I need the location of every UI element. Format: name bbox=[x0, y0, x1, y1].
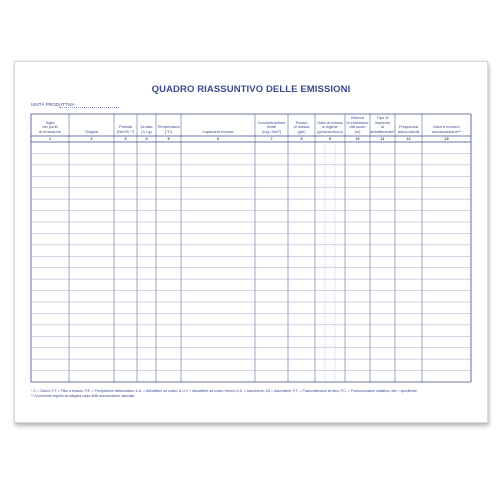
column-number: 11 bbox=[380, 137, 385, 141]
unit-label: UNITÀ PRODUTTIVA bbox=[31, 102, 75, 107]
column-header: Data di messa a regime (g/mese/anno) bbox=[317, 119, 343, 134]
column-header: Temperatura (°C) bbox=[157, 124, 180, 134]
column-header: Inquinanti emessi bbox=[202, 128, 234, 134]
column-header: Flusso di massa (g/h) bbox=[293, 119, 310, 134]
column-header: Portata (Nm³•h⁻¹) bbox=[116, 124, 135, 134]
column-header: Frequenza autocontrolli bbox=[397, 124, 420, 134]
footnote-abatement-types: * C = Cicloni; F.T. = Filtro a tessuto; P.E. = Precipitatore elettrostatico; A.U. = Abbattitore ad umido; A.U.V. = Abbattitore ad umido Venturi; A.S. = Assorbitore; AD = Adsorbitore; P.T. = Postcombustore termico; P.C. = Postcombustore catalitico; altri = specificare. bbox=[31, 389, 418, 393]
column-header: Data e numero autorizzazione** bbox=[432, 124, 461, 134]
column-header: Sigla dei punti di emissione bbox=[38, 119, 62, 134]
column-header: Tipo di impianto di abbattimento* bbox=[370, 115, 395, 134]
column-number: 3 bbox=[124, 137, 127, 141]
form-title: QUADRO RIASSUNTIVO DELLE EMISSIONI bbox=[151, 84, 351, 95]
column-header: Concentrazione limite (mg / Nm³) bbox=[257, 119, 286, 134]
column-header: Durata (h / g) bbox=[140, 124, 153, 134]
column-number: 7 bbox=[270, 137, 273, 141]
column-number: 5 bbox=[167, 137, 170, 141]
footnote-authorizations: ** Al presente registro va allegata copia delle autorizzazioni rilasciate. bbox=[31, 394, 136, 398]
column-number: 1 bbox=[48, 137, 52, 141]
column-header: Altezza di emissione dal suolo (m) bbox=[346, 115, 369, 134]
column-number: 6 bbox=[216, 137, 220, 141]
column-number: 12 bbox=[406, 137, 411, 141]
column-number: 2 bbox=[90, 137, 93, 141]
column-number: 9 bbox=[328, 137, 332, 141]
column-number: 4 bbox=[145, 137, 148, 141]
column-number: 13 bbox=[444, 137, 449, 141]
form-sheet bbox=[14, 61, 488, 423]
column-number: 8 bbox=[300, 137, 303, 141]
column-number: 10 bbox=[355, 137, 360, 141]
column-header: Origine bbox=[85, 128, 98, 134]
